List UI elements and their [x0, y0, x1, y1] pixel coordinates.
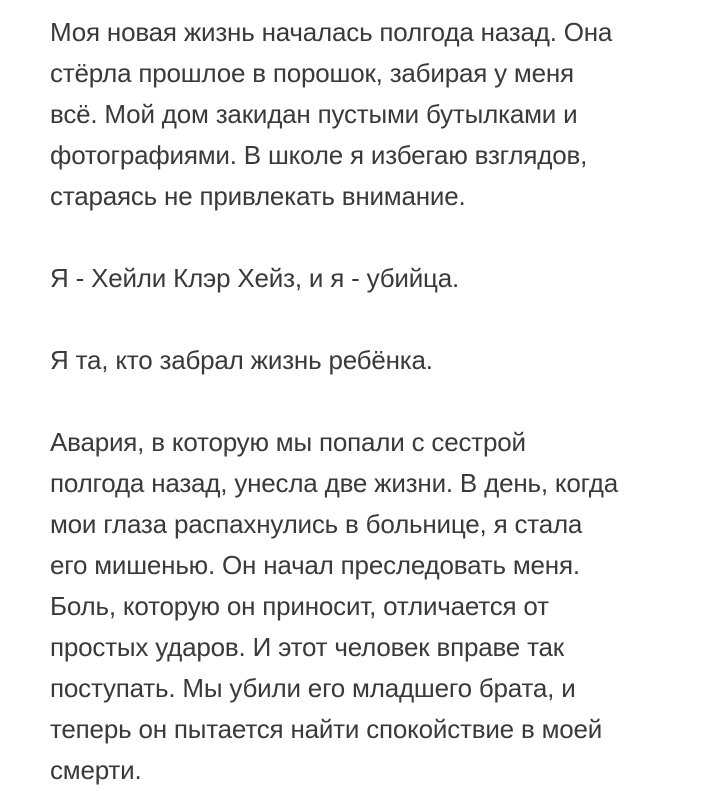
- text-line: Боль, которую он приносит, отличается от: [50, 591, 549, 621]
- paragraph-spacer: [50, 299, 680, 340]
- text-line: стёрла прошлое в порошок, забирая у меня: [50, 58, 574, 88]
- text-line: простых ударов. И этот человек вправе так: [50, 632, 564, 662]
- text-line: его мишенью. Он начал преследовать меня.: [50, 550, 580, 580]
- text-line: Авария, в которую мы попали с сестрой: [50, 427, 526, 457]
- paragraph-3: [50, 340, 680, 381]
- text-line: Я та, кто забрал жизнь ребёнка.: [50, 345, 433, 375]
- text-line: мои глаза распахнулись в больнице, я стала: [50, 509, 583, 539]
- paragraph-1: [50, 12, 680, 217]
- text-line: поступать. Мы убили его младшего брата, и: [50, 673, 576, 703]
- text-line: Я - Хейли Клэр Хейз, и я - убийца.: [50, 263, 460, 293]
- paragraph-4: [50, 422, 680, 791]
- text-line: теперь он пытается найти спокойствие в моей: [50, 714, 603, 744]
- paragraph-spacer: [50, 381, 680, 422]
- text-line: фотографиями. В школе я избегаю взглядов,: [50, 140, 588, 170]
- text-line: стараясь не привлекать внимание.: [50, 181, 466, 211]
- paragraph-spacer: [50, 217, 680, 258]
- text-line: Моя новая жизнь началась полгода назад. Она: [50, 17, 613, 47]
- text-line: всё. Мой дом закидан пустыми бутылками и: [50, 99, 578, 129]
- text-line: смерти.: [50, 755, 142, 785]
- text-line: полгода назад, унесла две жизни. В день, когда: [50, 468, 618, 498]
- paragraph-2: [50, 258, 680, 299]
